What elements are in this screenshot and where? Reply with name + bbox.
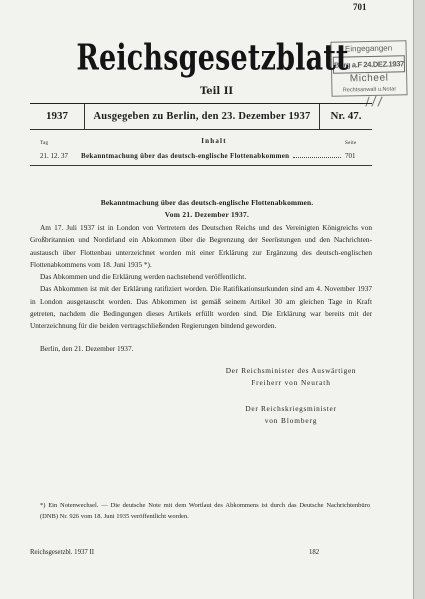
- contents-entry-page: 701: [345, 152, 356, 160]
- signatory-name: Freiherr von Neurath: [251, 378, 331, 387]
- notice-line: austausch über Flottenbau unterzeichnet worden mit einer Erklärung zur Ergänzung des deutsch-englischen: [30, 247, 372, 257]
- masthead-part: Teil II: [199, 86, 234, 97]
- notice-line: getreten, nachdem die Bedingungen dieses Artikels erfüllt worden sind. Die Erklärung war bereits mit der: [30, 308, 372, 318]
- masthead-title: Reichsgesetzblatt: [76, 37, 349, 79]
- contents-page-label: Seite: [345, 140, 357, 146]
- notice-date-line: Vom 21. Dezember 1937.: [164, 210, 250, 219]
- notice-body: [30, 222, 372, 332]
- notice-line: Flottenabkommens vom 18. Juni 1935 *).: [30, 259, 152, 269]
- footer-series: Reichsgesetzbl. 1937 II: [30, 549, 94, 556]
- contents-day-label: Tag: [40, 140, 49, 146]
- contents-entry-date: 21. 12. 37: [40, 152, 68, 160]
- place-and-date: Berlin, den 21. Dezember 1937.: [40, 344, 134, 353]
- contents-rule: [30, 165, 372, 166]
- stamp-name: Micheel: [349, 72, 389, 85]
- issue-header: [30, 103, 372, 130]
- stamp-title: Rechtsanwalt u.Notar: [342, 86, 397, 94]
- issue-number: Nr. 47.: [330, 110, 362, 122]
- issue-year: 1937: [30, 104, 85, 129]
- signatory-name: von Blomberg: [264, 416, 318, 425]
- stamp-date: Burg a.F 24.DEZ.1937: [333, 55, 405, 74]
- notice-line: Am 17. Juli 1937 ist in London von Vertretern des Deutschen Reichs und des Vereinigten Königreichs von: [40, 223, 372, 232]
- notice-line: Das Abkommen ist mit der Erklärung ratifiziert worden. Die Ratifikationsurkunden sind am 4. November 1937: [40, 284, 372, 294]
- notice-title: Bekanntmachung über das deutsch-englische Flottenabkommen.: [100, 198, 314, 207]
- contents-heading: Inhalt: [201, 137, 227, 145]
- stamp-received-text: Eingegangen: [344, 43, 393, 54]
- notice-line: Das Abkommen und die Erklärung werden nachstehend veröffentlicht.: [40, 272, 247, 281]
- footnote-line: (DNB) Nr. 926 vom 18. Juni 1935 veröffentlicht worden.: [40, 513, 189, 520]
- notice-line: Unterzeichnung für die beiden vertragschließenden Regierungen bindend geworden.: [30, 321, 277, 330]
- dot-leader: [293, 151, 341, 158]
- footer-sheet-number: 182: [309, 549, 320, 556]
- contents-entry: [40, 151, 362, 161]
- footnote-line: *) Ein Notenwechsel. — Die deutsche Note mit dem Wortlaut des Abkommens ist durch das Deutsche Nachrichtenbüro: [40, 502, 370, 509]
- contents-entry-title: Bekanntmachung über das deutsch-englische Flottenabkommen: [81, 152, 290, 160]
- footnote: [40, 500, 370, 522]
- signatory-office: Der Reichskriegsminister: [245, 404, 337, 413]
- notice-line: Großbritannien und Nordirland ein Abkommen über die Begrenzung der Seerüstungen und den Nachrichten-: [30, 235, 372, 245]
- issue-date: Ausgegeben zu Berlin, den 23. Dezember 1937: [85, 104, 320, 129]
- notice-line: in London ausgetauscht worden. Das Abkommen ist gemäß seinem Artikel 30 am gleichen Tage in Kraft: [30, 296, 372, 306]
- top-page-number: 701: [353, 2, 367, 12]
- signatory-office: Der Reichsminister des Auswärtigen: [225, 366, 357, 375]
